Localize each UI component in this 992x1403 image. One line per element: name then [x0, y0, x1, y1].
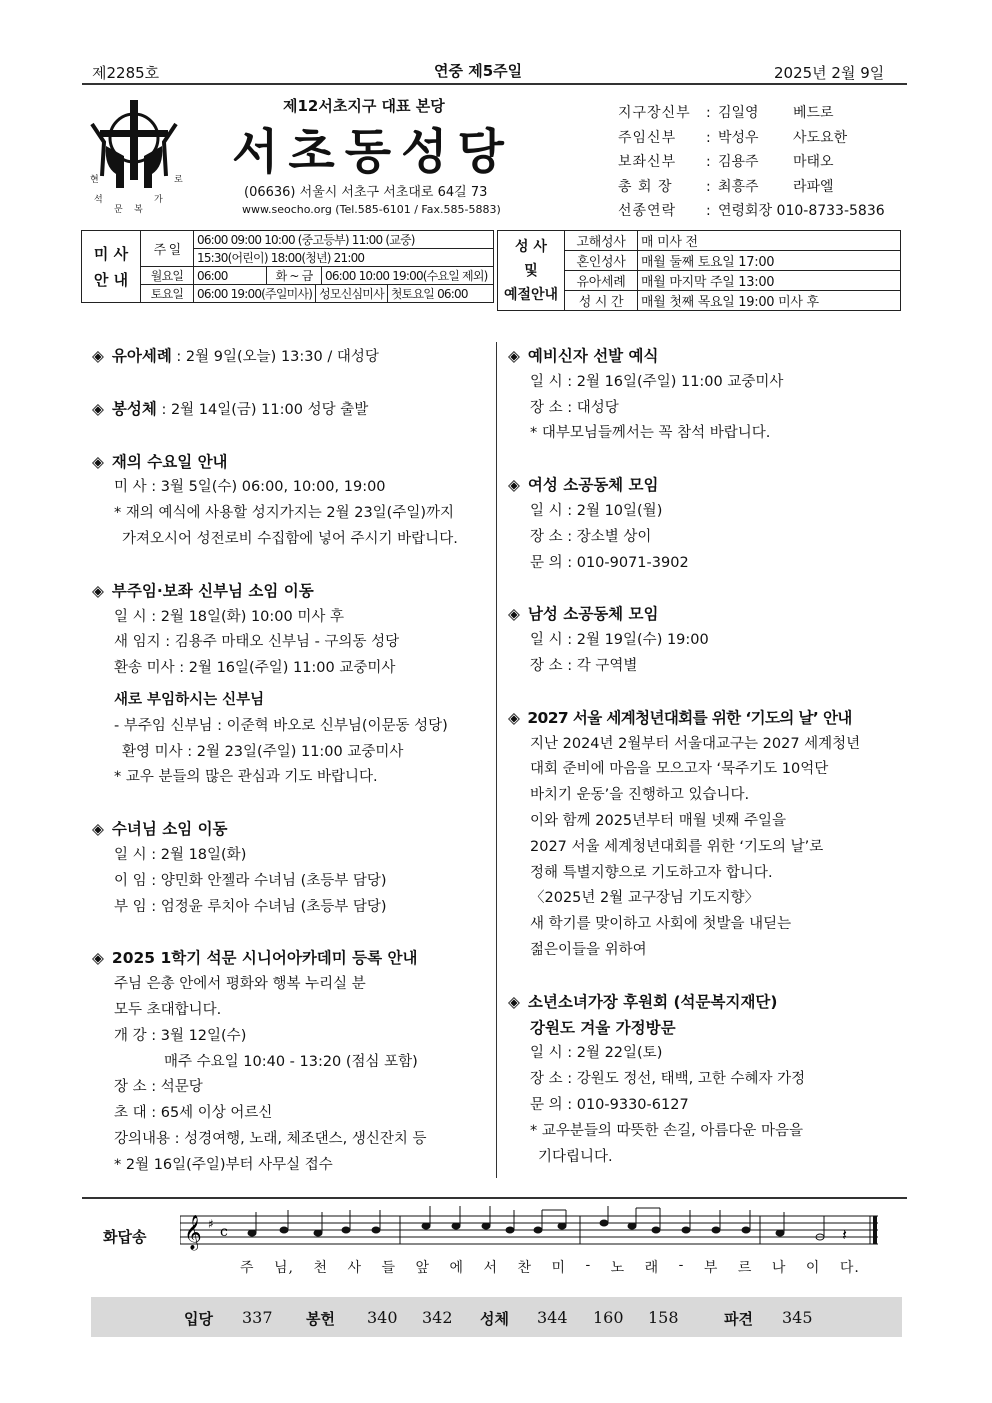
staff-row: 보좌신부 : 김용주 마태오: [618, 150, 885, 175]
staff-row: 지구장신부 : 김일영 베드로: [618, 101, 885, 126]
notice-women-community-title: ◈ 여성 소공동체 모임: [508, 476, 659, 495]
notice-line: * 대부모님들께서는 꼭 참석 바랍니다.: [530, 425, 771, 442]
sacrament-time: 매 미사 전: [638, 231, 901, 251]
notice-line: 장 소 : 대성당: [530, 399, 619, 416]
diamond-bullet-icon: ◈: [92, 820, 104, 839]
issue-date: 2025년 2월 9일: [774, 64, 885, 82]
notice-line: 〈2025년 2월 교구장님 기도지향〉: [530, 890, 760, 907]
diamond-bullet-icon: ◈: [92, 949, 104, 968]
lyric-syllable: 들: [381, 1260, 396, 1276]
notice-line: 일 시 : 2월 10일(월): [530, 502, 663, 519]
church-name: 서초동성당: [232, 124, 514, 180]
notice-line: 이와 함께 2025년부터 매월 넷째 주일을: [530, 812, 787, 829]
notice-subheading: 강원도 겨울 가정방문: [530, 1018, 676, 1037]
notice-line: 2027 서울 세계청년대회를 위한 ‘기도의 날’로: [530, 838, 824, 855]
staff-list: [618, 101, 885, 224]
notice-line: 장 소 : 각 구역별: [530, 657, 638, 674]
diamond-bullet-icon: ◈: [508, 476, 520, 495]
notice-line: 일 시 : 2월 18일(화) 10:00 미사 후: [114, 608, 344, 625]
notice-line: 부 임 : 엄정윤 루치아 수녀님 (초등부 담당): [114, 898, 387, 915]
entrance-hymn: 337: [242, 1308, 273, 1327]
notice-line: 모두 초대합니다.: [114, 1001, 222, 1018]
psalm-lyrics: [240, 1257, 860, 1277]
notice-line: * 2월 16일(주일)부터 사무실 접수: [114, 1156, 333, 1173]
liturgical-week: 연중 제5주일: [434, 62, 523, 80]
church-contact: www.seocho.org (Tel.585-6101 / Fax.585-5883): [242, 203, 501, 216]
staff-row: 주임신부 : 박성우 사도요한: [618, 126, 885, 151]
notice-line: 일 시 : 2월 19일(수) 19:00: [530, 632, 709, 649]
offertory-hymn: 342: [422, 1308, 453, 1327]
staff-row: 총 회 장 : 최흥주 라파엘: [618, 175, 885, 200]
notice-line: - 부주임 신부님 : 이준혁 바오로 신부님(이문동 성당): [114, 717, 448, 734]
sacrament-name: 성 시 간: [565, 291, 638, 311]
notice-line: * 교우 분들의 많은 관심과 기도 바랍니다.: [114, 769, 378, 786]
lyric-syllable: 천: [313, 1260, 328, 1276]
offertory-label: 봉헌: [306, 1310, 335, 1328]
notice-line: 환영 미사 : 2월 23일(주일) 11:00 교중미사: [122, 743, 404, 760]
lyric-syllable: 사: [347, 1260, 362, 1276]
communion-hymn: 158: [648, 1308, 679, 1327]
footer-rule: [82, 1197, 907, 1199]
communion-hymn: 344: [537, 1308, 568, 1327]
notice-line: 가져오시어 성전로비 수집함에 넣어 주시기 바랍니다.: [122, 530, 458, 547]
logo-char: 로: [174, 175, 183, 185]
lyric-syllable: 이: [805, 1260, 821, 1276]
notice-line: 문 의 : 010-9330-6127: [530, 1096, 689, 1113]
notice-men-community-title: ◈ 남성 소공동체 모임: [508, 605, 659, 624]
notice-line: 젊은이들을 위하여: [530, 941, 647, 958]
sunday-label: 주 일: [141, 231, 194, 267]
staff-name: 박성우: [718, 129, 759, 146]
notice-ash-wednesday-title: ◈ 재의 수요일 안내: [92, 452, 228, 471]
diamond-bullet-icon: ◈: [508, 992, 520, 1011]
notice-line: 일 시 : 2월 16일(주일) 11:00 교중미사: [530, 373, 784, 390]
notice-line: 장 소 : 장소별 상이: [530, 528, 652, 545]
notice-line: 문 의 : 010-9071-3902: [530, 554, 689, 571]
sacrament-time: 매월 마지막 주일 13:00: [638, 271, 901, 291]
notice-line: 새 학기를 맞이하고 사회에 첫발을 내딛는: [530, 916, 792, 933]
logo-char: 가: [154, 195, 163, 205]
notice-line: 주님 은총 안에서 평화와 행복 누리실 분: [114, 976, 366, 993]
tue-fri-label: 화 ~ 금: [267, 267, 322, 285]
diamond-bullet-icon: ◈: [92, 399, 104, 418]
sacrament-time: 매월 첫째 목요일 19:00 미사 후: [638, 291, 901, 311]
svg-text:c: c: [220, 1224, 228, 1240]
entrance-label: 입당: [184, 1310, 213, 1328]
notice-line: * 교우분들의 따뜻한 손길, 아름다운 마음을: [530, 1122, 804, 1139]
svg-text:♯: ♯: [208, 1217, 214, 1231]
notice-line: 기다립니다.: [538, 1148, 613, 1165]
notice-line: 장 소 : 강원도 정선, 태백, 고한 수혜자 가정: [530, 1071, 806, 1088]
notice-line: 장 소 : 석문당: [114, 1079, 203, 1096]
lyric-syllable: 님,: [274, 1260, 294, 1276]
notice-line: 일 시 : 2월 18일(화): [114, 846, 247, 863]
staff-name: 최흥주: [718, 178, 759, 195]
logo-char: 현: [90, 175, 99, 185]
notice-line: 새 임지 : 김용주 마태오 신부님 - 구의동 성당: [114, 634, 400, 651]
notice-line: 대회 준비에 마음을 모으고자 ‘묵주기도 10억단: [530, 761, 829, 778]
staff-name: 연령회장 010-8733-5836: [718, 203, 885, 219]
sacrament-name: 혼인성사: [565, 251, 638, 271]
lyric-syllable: 나: [771, 1260, 787, 1276]
right-column: [508, 344, 904, 1170]
offertory-hymn: 340: [367, 1308, 398, 1327]
column-divider: [496, 342, 497, 1178]
mass-label: 미 사 안 내: [82, 231, 141, 303]
notice-line: 미 사 : 3월 5일(수) 06:00, 10:00, 19:00: [114, 479, 386, 496]
saturday-label: 토요일: [141, 285, 194, 303]
notice-line: 일 시 : 2월 22일(토): [530, 1045, 663, 1062]
notice-line: 초 대 : 65세 이상 어르신: [114, 1105, 273, 1122]
hymn-bar: [91, 1297, 902, 1337]
diamond-bullet-icon: ◈: [92, 581, 104, 600]
staff-baptismal: 라파엘: [793, 178, 834, 195]
lyric-syllable: 서: [483, 1260, 498, 1276]
notice-line: 이 임 : 양민화 안젤라 수녀님 (초등부 담당): [114, 872, 387, 889]
notice-line: 정해 특별지향으로 기도하고자 합니다.: [530, 864, 773, 881]
notice-line: 바치기 운동’을 진행하고 있습니다.: [530, 787, 750, 804]
communion-label: 성체: [480, 1310, 509, 1328]
sacrament-time: 매월 둘째 토요일 17:00: [638, 251, 901, 271]
mass-schedule-table: [81, 230, 494, 303]
logo-char: 복: [134, 205, 143, 215]
left-column: [92, 344, 492, 1179]
staff-baptismal: 사도요한: [793, 129, 848, 146]
diamond-bullet-icon: ◈: [92, 347, 104, 365]
notice-subheading: 새로 부임하시는 신부님: [114, 691, 265, 708]
diamond-bullet-icon: ◈: [508, 347, 520, 365]
sunday-times-1: 06:00 09:00 10:00 (중고등부) 11:00 (교중): [194, 231, 494, 249]
lyric-syllable: 찬: [517, 1260, 532, 1276]
lyric-syllable: 부: [703, 1260, 719, 1276]
lyric-syllable: 앞: [415, 1260, 430, 1276]
diamond-bullet-icon: ◈: [508, 708, 520, 727]
notice-communion-sick: ◈ 봉성체 : 2월 14일(금) 11:00 성당 출발: [92, 399, 369, 418]
district-subtitle: 제12서초지구 대표 본당: [283, 97, 445, 115]
sacrament-name: 고해성사: [565, 231, 638, 251]
notice-infant-baptism: ◈ 유아세례 : 2월 9일(오늘) 13:30 / 대성당: [92, 347, 379, 365]
svg-text:𝄽: 𝄽: [842, 1225, 847, 1244]
notice-line: 강의내용 : 성경여행, 노래, 체조댄스, 생신잔치 등: [114, 1130, 427, 1147]
lyric-syllable: 다.: [839, 1260, 860, 1276]
lyric-syllable: 에: [449, 1260, 464, 1276]
lyric-syllable: 주: [240, 1260, 255, 1276]
diamond-bullet-icon: ◈: [508, 605, 520, 624]
lyric-syllable: -: [678, 1257, 685, 1273]
lyric-syllable: -: [585, 1257, 592, 1273]
logo-char: 석: [94, 195, 103, 205]
staff-baptismal: 마태오: [793, 154, 834, 170]
staff-name: 김일영: [718, 105, 759, 121]
notice-senior-academy-title: ◈ 2025 1학기 석문 시니어아카데미 등록 안내: [92, 949, 418, 968]
sacraments-label: 성 사 및 예절안내: [498, 231, 565, 311]
tue-fri-time: 06:00 10:00 19:00(수요일 제외): [322, 267, 494, 285]
notice-priest-transfer-title: ◈ 부주임·보좌 신부님 소임 이동: [92, 581, 314, 600]
notice-line: 개 강 : 3월 12일(수): [114, 1027, 247, 1044]
staff-name: 김용주: [718, 154, 759, 170]
diamond-bullet-icon: ◈: [92, 452, 104, 471]
staff-row: 선종연락 : 연령회장 010-8733-5836: [618, 199, 885, 224]
notice-sister-transfer-title: ◈ 수녀님 소임 이동: [92, 820, 228, 839]
lyric-syllable: 래: [644, 1260, 660, 1276]
saturday-times: 06:00 19:00(주일미사) 성모신심미사 첫토요일 06:00: [194, 285, 494, 303]
logo-char: 문: [114, 205, 123, 215]
dismissal-label: 파견: [724, 1310, 753, 1328]
lyric-syllable: 미: [551, 1260, 566, 1276]
staff-role: 지구장신부: [618, 105, 691, 121]
sacraments-table: [497, 230, 901, 311]
communion-hymn: 160: [593, 1308, 624, 1327]
staff-role: 주임신부: [618, 129, 677, 146]
notice-catechumen-title: ◈ 예비신자 선발 예식: [508, 347, 659, 365]
notice-wyd-title: ◈ 2027 서울 세계청년대회를 위한 ‘기도의 날’ 안내: [508, 708, 852, 727]
staff-role: 총 회 장: [618, 178, 673, 195]
notice-line: 매주 수요일 10:40 - 13:20 (점심 포함): [164, 1053, 418, 1070]
notice-line: 환송 미사 : 2월 16일(주일) 11:00 교중미사: [114, 660, 396, 677]
lyric-syllable: 르: [737, 1260, 753, 1276]
church-logo: [86, 96, 186, 216]
dismissal-hymn: 345: [782, 1308, 813, 1327]
monday-label: 월요일: [141, 267, 194, 285]
church-address: (06636) 서울시 서초구 서초대로 64길 73: [244, 185, 488, 200]
monday-time: 06:00: [194, 267, 267, 285]
sacrament-name: 유아세례: [565, 271, 638, 291]
lyric-syllable: 노: [610, 1260, 626, 1276]
header-rule: [82, 83, 907, 85]
staff-baptismal: 베드로: [793, 105, 834, 121]
staff-role: 선종연락: [618, 203, 677, 219]
issue-number: 제2285호: [92, 64, 160, 82]
svg-text:𝄞: 𝄞: [184, 1215, 202, 1250]
notice-line: 지난 2024년 2월부터 서울대교구는 2027 세계청년: [530, 735, 861, 752]
notice-line: * 재의 예식에 사용할 성지가지는 2월 23일(주일)까지: [114, 505, 455, 522]
psalm-label: 화답송: [103, 1228, 147, 1246]
staff-role: 보좌신부: [618, 154, 677, 170]
sunday-times-2: 15:30(어린이) 18:00(청년) 21:00: [194, 249, 494, 267]
notice-youth-support-title: ◈ 소년소녀가장 후원회 (석문복지재단): [508, 992, 778, 1011]
